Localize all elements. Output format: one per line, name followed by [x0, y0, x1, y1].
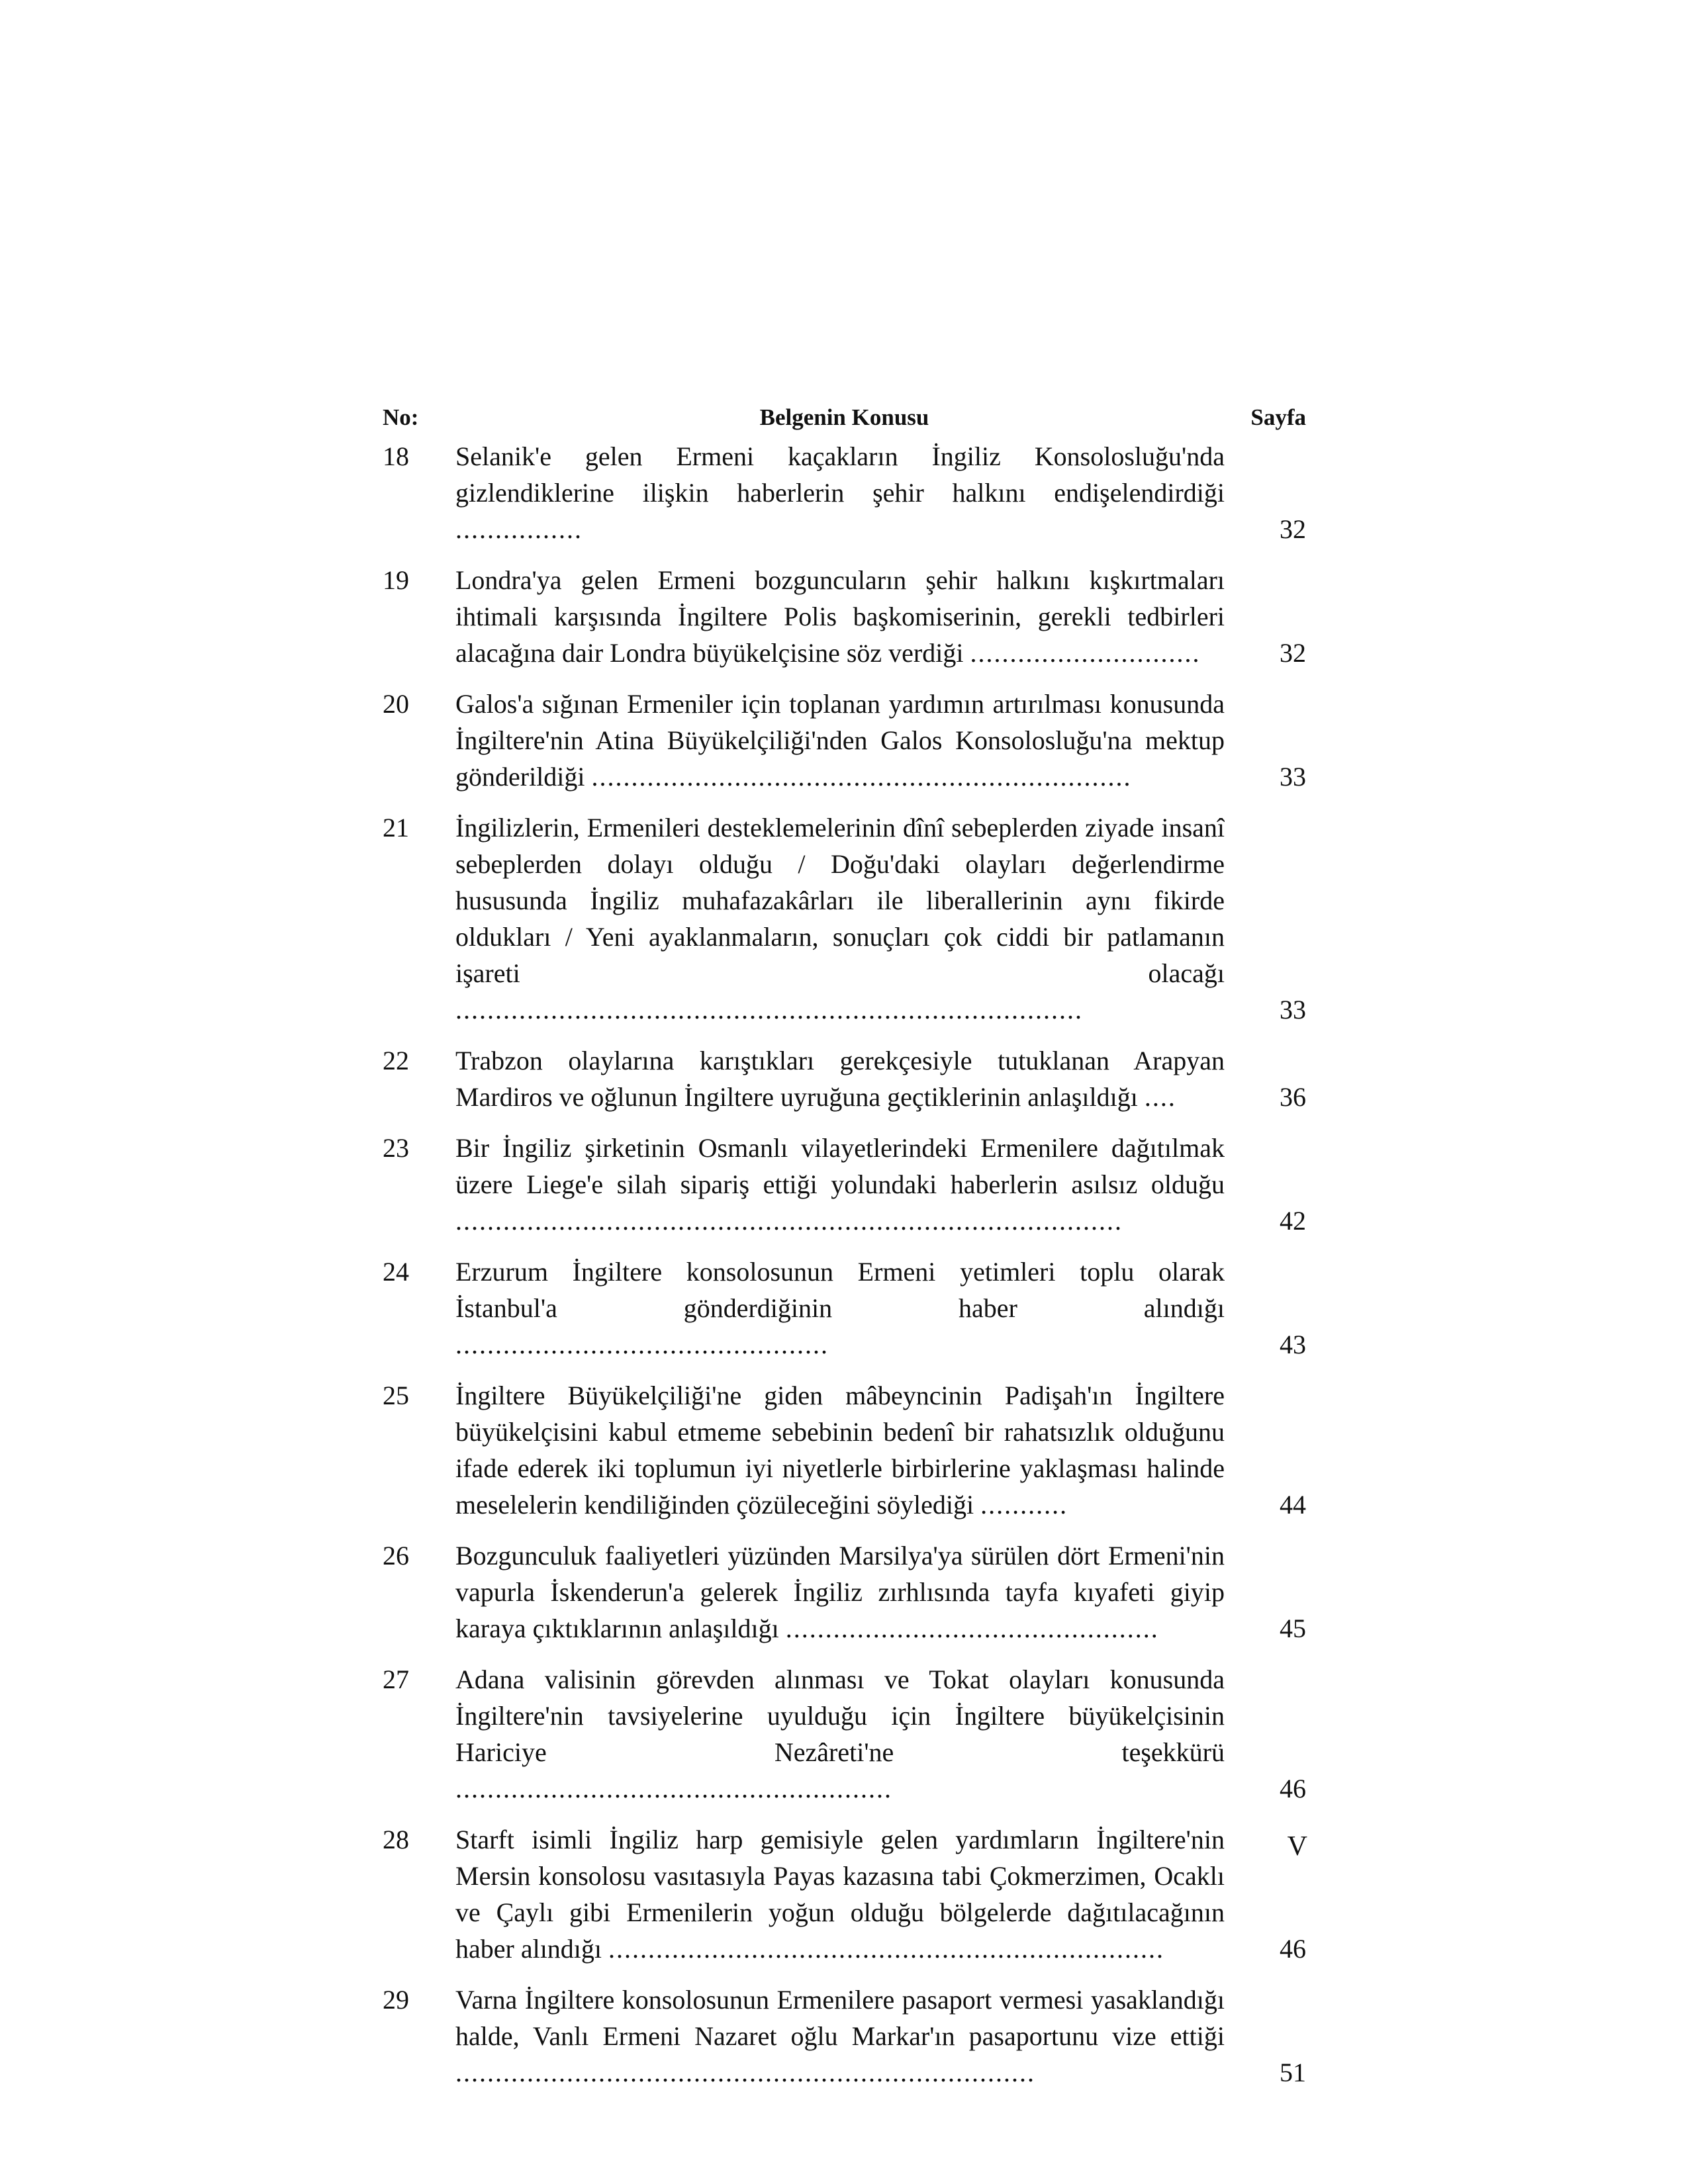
toc-entry: [383, 1537, 1306, 1647]
toc-entry: [383, 1130, 1306, 1239]
entry-number: 29: [383, 1985, 409, 2015]
toc-entry: [383, 562, 1306, 671]
entry-page: 33: [1280, 762, 1306, 792]
entry-text-wrap: İngilizlerin, Ermenileri desteklemelerinin dînî sebeplerden ziyade insanî sebeplerden dolayı olduğu / Doğu'daki olayları değerlendirme hususunda İngiliz muhafazakârları ile liberallerinin aynı fikirde oldukları / Yeni ayaklanmaların, sonuçları çok ciddi bir patlamanın işareti olacağı ...............................................................................: [455, 813, 1225, 1024]
toc-header: [383, 402, 1306, 433]
entry-text-wrap: Galos'a sığınan Ermeniler için toplanan yardımın artırılması konusunda İngiltere'nin Atina Büyükelçiliği'nden Galos Konsolosluğu'na mektup gönderildiği ....................................................................: [455, 689, 1225, 792]
toc-entry: [383, 1661, 1306, 1807]
entry-text-wrap: Erzurum İngiltere konsolosunun Ermeni yetimleri toplu olarak İstanbul'a gönderdiğinin haber alındığı ...............................................: [455, 1257, 1225, 1359]
entry-page: 32: [1280, 638, 1306, 668]
entry-page: 46: [1280, 1774, 1306, 1803]
header-subject-label: Belgenin Konusu: [759, 404, 929, 430]
entry-page: 43: [1280, 1330, 1306, 1359]
toc-entry: [383, 1253, 1306, 1363]
entry-text: İngilizlerin, Ermenileri desteklemelerinin dînî sebeplerden ziyade insanî sebeplerden dolayı olduğu / Doğu'daki olayları değerlendirme hususunda İngiliz muhafazakârları ile liberallerinin aynı fikirde oldukları / Yeni ayaklanmaların, sonuçları çok ciddi bir patlamanın işareti olacağı: [455, 813, 1225, 988]
entry-text: Varna İngiltere konsolosunun Ermenilere pasaport vermesi yasaklandığı halde, Vanlı Ermeni Nazaret oğlu Markar'ın pasaportunu vize ettiği: [455, 1985, 1225, 2051]
entry-text: Starft isimli İngiliz harp gemisiyle gelen yardımların İngiltere'nin Mersin konsolosu vasıtasıyla Payas kazasına tabi Çokmerzimen, Ocaklı ve Çaylı gibi Ermenilerin yoğun olduğu bölgelerde dağıtılacağının haber alındığı: [455, 1825, 1225, 1964]
entry-page: 36: [1280, 1082, 1306, 1112]
toc-entry: [383, 1377, 1306, 1523]
entry-text-wrap: Bozgunculuk faaliyetleri yüzünden Marsilya'ya sürülen dört Ermeni'nin vapurla İskenderun'a gelerek İngiliz zırhlısında tayfa kıyafeti giyip karaya çıktıklarının anlaşıldığı ...............................................: [455, 1541, 1225, 1643]
entry-text: İngiltere Büyükelçiliği'ne giden mâbeyncinin Padişah'ın İngiltere büyükelçisini kabul etmeme sebebinin bedenî bir rahatsızlık olduğunu ifade ederek iki toplumun iyi niyetlerle birbirlerine yaklaşması halinde meselelerin kendiliğinden çözüleceğini söylediği: [455, 1381, 1225, 1520]
header-page-label: Sayfa: [1250, 404, 1306, 430]
entry-page: 33: [1280, 995, 1306, 1024]
entry-text-wrap: Starft isimli İngiliz harp gemisiyle gelen yardımların İngiltere'nin Mersin konsolosu vasıtasıyla Payas kazasına tabi Çokmerzimen, Ocaklı ve Çaylı gibi Ermenilerin yoğun olduğu bölgelerde dağıtılacağının haber alındığı ......................................................................: [455, 1825, 1225, 1964]
toc-entry: [383, 438, 1306, 547]
entry-text: Trabzon olaylarına karıştıkları gerekçesiyle tutuklanan Arapyan Mardiros ve oğlunun İngiltere uyruğuna geçtiklerinin anlaşıldığı: [455, 1046, 1225, 1112]
entry-page: 44: [1280, 1490, 1306, 1520]
entry-page: 46: [1280, 1934, 1306, 1964]
entry-number: 26: [383, 1541, 409, 1570]
entry-text-wrap: Varna İngiltere konsolosunun Ermenilere pasaport vermesi yasaklandığı halde, Vanlı Ermeni Nazaret oğlu Markar'ın pasaportunu vize ettiği .........................................................................: [455, 1985, 1225, 2087]
entry-number: 23: [383, 1133, 409, 1163]
entry-page: 32: [1280, 514, 1306, 544]
entry-number: 28: [383, 1825, 409, 1854]
entry-text-wrap: İngiltere Büyükelçiliği'ne giden mâbeyncinin Padişah'ın İngiltere büyükelçisini kabul etmeme sebebinin bedenî bir rahatsızlık olduğunu ifade ederek iki toplumun iyi niyetlerle birbirlerine yaklaşması halinde meselelerin kendiliğinden çözüleceğini söylediği ...........: [455, 1381, 1225, 1520]
toc-entry: [383, 1821, 1306, 1967]
entry-text: Selanik'e gelen Ermeni kaçakların İngiliz Konsolosluğu'nda gizlendiklerine ilişkin haberlerin şehir halkını endişelendirdiği: [455, 441, 1225, 508]
toc-entry: [383, 809, 1306, 1028]
entry-text: Londra'ya gelen Ermeni bozguncuların şehir halkını kışkırtmaları ihtimali karşısında İngiltere Polis başkomiserinin, gerekli tedbirleri alacağına dair Londra büyükelçisine söz verdiği: [455, 565, 1225, 668]
entry-text: Bozgunculuk faaliyetleri yüzünden Marsilya'ya sürülen dört Ermeni'nin vapurla İskenderun'a gelerek İngiliz zırhlısında tayfa kıyafeti giyip karaya çıktıklarının anlaşıldığı: [455, 1541, 1225, 1643]
entry-page: 51: [1280, 2058, 1306, 2087]
entry-number: 19: [383, 565, 409, 595]
entry-text: Adana valisinin görevden alınması ve Tokat olayları konusunda İngiltere'nin tavsiyelerine uyulduğu için İngiltere büyükelçisinin Hariciye Nezâreti'ne teşekkürü: [455, 1664, 1225, 1767]
entry-text-wrap: Bir İngiliz şirketinin Osmanlı vilayetlerindeki Ermenilere dağıtılmak üzere Liege'e silah sipariş ettiği yolundaki haberlerin asılsız olduğu ....................................................................................: [455, 1133, 1225, 1236]
toc-entry: [383, 686, 1306, 795]
entry-text-wrap: Londra'ya gelen Ermeni bozguncuların şehir halkını kışkırtmaları ihtimali karşısında İngiltere Polis başkomiserinin, gerekli tedbirleri alacağına dair Londra büyükelçisine söz verdiği .............................: [455, 565, 1225, 668]
entry-page: 42: [1280, 1206, 1306, 1236]
entry-number: 25: [383, 1381, 409, 1410]
toc-entry: [383, 1042, 1306, 1115]
header-no-label: No:: [383, 404, 419, 430]
toc-entry: [383, 1981, 1306, 2091]
entry-text: Galos'a sığınan Ermeniler için toplanan yardımın artırılması konusunda İngiltere'nin Atina Büyükelçiliği'nden Galos Konsolosluğu'na mektup gönderildiği: [455, 689, 1225, 792]
entry-text: Erzurum İngiltere konsolosunun Ermeni yetimleri toplu olarak İstanbul'a gönderdiğinin haber alındığı: [455, 1257, 1225, 1323]
entry-text-wrap: Trabzon olaylarına karıştıkları gerekçesiyle tutuklanan Arapyan Mardiros ve oğlunun İngiltere uyruğuna geçtiklerinin anlaşıldığı ....: [455, 1046, 1225, 1112]
entry-page: 45: [1280, 1614, 1306, 1643]
entry-number: 20: [383, 689, 409, 719]
entry-text-wrap: Selanik'e gelen Ermeni kaçakların İngiliz Konsolosluğu'nda gizlendiklerine ilişkin haberlerin şehir halkını endişelendirdiği ................: [455, 441, 1225, 544]
entry-number: 18: [383, 441, 409, 471]
toc-list: [383, 438, 1306, 2105]
entry-number: 27: [383, 1664, 409, 1694]
entry-text-wrap: Adana valisinin görevden alınması ve Tokat olayları konusunda İngiltere'nin tavsiyelerine uyulduğu için İngiltere büyükelçisinin Hariciye Nezâreti'ne teşekkürü .......................................................: [455, 1664, 1225, 1803]
entry-number: 21: [383, 813, 409, 842]
entry-text: Bir İngiliz şirketinin Osmanlı vilayetlerindeki Ermenilere dağıtılmak üzere Liege'e silah sipariş ettiği yolundaki haberlerin asılsız olduğu: [455, 1133, 1225, 1199]
entry-number: 24: [383, 1257, 409, 1287]
page-folio: V: [1287, 1831, 1307, 1862]
entry-number: 22: [383, 1046, 409, 1075]
